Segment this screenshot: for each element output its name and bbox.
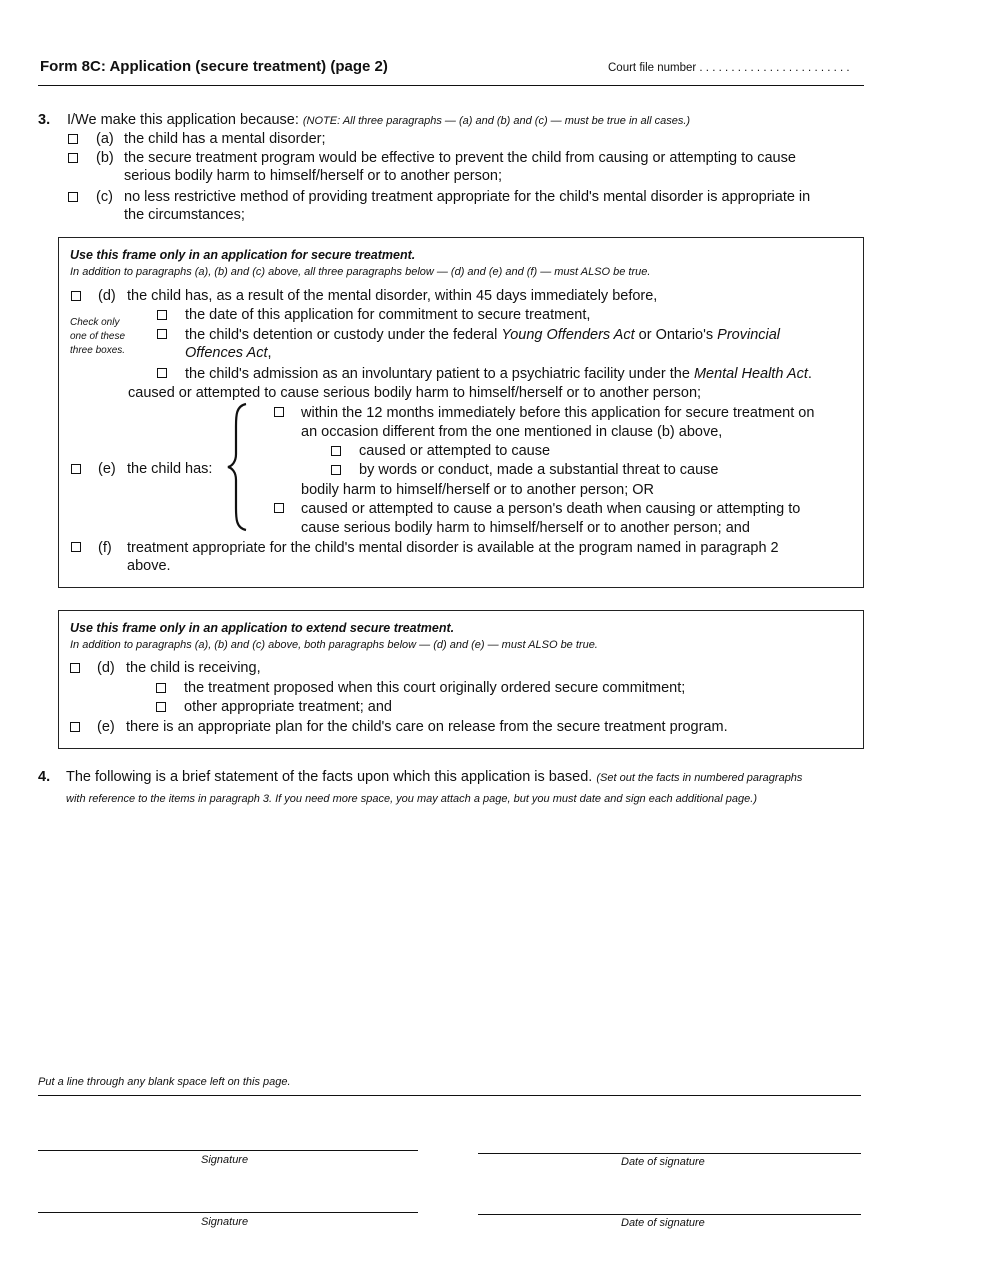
p3-a-checkbox[interactable]	[68, 134, 78, 144]
frame2-e-text: there is an appropriate plan for the child's care on release from the secure treatment program.	[126, 719, 728, 735]
frame1-subtitle: In addition to paragraphs (a), (b) and (c) above, all three paragraphs below — (d) and (e) and (f) — must ALSO be true.	[70, 266, 651, 278]
frame1-f-label: (f)	[98, 540, 112, 556]
p3-b-checkbox[interactable]	[68, 153, 78, 163]
d-opt2-end: ,	[267, 345, 272, 361]
check-only-note-1: Check only	[70, 317, 120, 328]
p3-a-text: the child has a mental disorder;	[124, 131, 326, 147]
frame1-e-sub1-text: caused or attempted to cause	[359, 443, 551, 459]
signature-label-2: Signature	[201, 1216, 249, 1228]
p3-b-text-1: the secure treatment program would be effective to prevent the child from causing or attempting to cause	[124, 150, 796, 166]
p4-note-1: (Set out the facts in numbered paragraphs	[596, 772, 803, 784]
date-label-2: Date of signature	[621, 1217, 705, 1229]
frame1-d-opt2-text-2	[185, 344, 272, 362]
p3-c-label: (c)	[96, 189, 113, 205]
frame2-e-checkbox[interactable]	[70, 722, 80, 732]
frame1-d-opt3-text	[185, 365, 812, 383]
d-opt2-act2b: Offences Act	[185, 345, 268, 361]
blank-space-note: Put a line through any blank space left on this page.	[38, 1076, 291, 1088]
d-opt2-mid: or Ontario's	[634, 327, 718, 343]
check-only-note-3: three boxes.	[70, 345, 126, 356]
frame1-d-opt1-text: the date of this application for commitment to secure treatment,	[185, 307, 591, 323]
frame2-title: Use this frame only in an application to extend secure treatment.	[70, 621, 455, 635]
p3-c-checkbox[interactable]	[68, 192, 78, 202]
date-line-1[interactable]	[478, 1153, 861, 1154]
frame2-d-checkbox[interactable]	[70, 663, 80, 673]
frame1-d-label: (d)	[98, 288, 116, 304]
frame1-d-tail: caused or attempted to cause serious bodily harm to himself/herself or to another person;	[128, 385, 702, 401]
p3-number: 3.	[38, 112, 51, 128]
frame1-e-opt1-text-1: within the 12 months immediately before this application for secure treatment on	[301, 405, 815, 421]
frame1-e-opt1-text-2: an occasion different from the one mentioned in clause (b) above,	[301, 424, 723, 440]
frame1-d-text: the child has, as a result of the mental disorder, within 45 days immediately before,	[127, 288, 658, 304]
date-label-1: Date of signature	[621, 1156, 705, 1168]
p3-c-text-1: no less restrictive method of providing treatment appropriate for the child's mental disorder is appropriate in	[124, 189, 811, 205]
p3-intro	[67, 111, 690, 129]
p3-note: (NOTE: All three paragraphs — (a) and (b) and (c) — must be true in all cases.)	[302, 115, 691, 127]
d-opt2-pre: the child's detention or custody under the federal	[185, 327, 502, 343]
frame2-d-opt1-text: the treatment proposed when this court originally ordered secure commitment;	[184, 680, 686, 696]
frame1-title: Use this frame only in an application for secure treatment.	[70, 248, 416, 262]
signature-line-1[interactable]	[38, 1150, 418, 1151]
frame2-d-label: (d)	[97, 660, 115, 676]
d-opt2-act2: Provincial	[717, 327, 781, 343]
frame1-e-opt2-checkbox[interactable]	[274, 503, 284, 513]
p3-a-label: (a)	[96, 131, 114, 147]
frame1-e-opt1-checkbox[interactable]	[274, 407, 284, 417]
frame2-d-opt1-checkbox[interactable]	[156, 683, 166, 693]
frame2-e-label: (e)	[97, 719, 115, 735]
p3-b-label: (b)	[96, 150, 114, 166]
frame1-e-text: the child has:	[127, 461, 213, 477]
frame2-subtitle: In addition to paragraphs (a), (b) and (c) above, both paragraphs below — (d) and (e) — must ALSO be true.	[70, 639, 598, 651]
frame2-d-text: the child is receiving,	[126, 660, 261, 676]
frame1-e-checkbox[interactable]	[71, 464, 81, 474]
frame1-d-opt1-checkbox[interactable]	[157, 310, 167, 320]
blank-space-rule	[38, 1095, 861, 1096]
p4-number: 4.	[38, 769, 51, 785]
p4-note-2: with reference to the items in paragraph 3. If you need more space, you may attach a page, but you must date and sign each additional page.)	[66, 793, 757, 805]
signature-label-1: Signature	[201, 1154, 249, 1166]
frame1-e-label: (e)	[98, 461, 116, 477]
frame1-d-checkbox[interactable]	[71, 291, 81, 301]
curly-brace	[224, 402, 254, 532]
frame1-e-sub2-text: by words or conduct, made a substantial threat to cause	[359, 462, 719, 478]
p4-statement	[66, 768, 802, 786]
p3-intro-text: I/We make this application because:	[67, 112, 299, 128]
p4-text: The following is a brief statement of the facts upon which this application is based.	[66, 769, 593, 785]
frame2-d-opt2-text: other appropriate treatment; and	[184, 699, 392, 715]
header-rule	[38, 85, 864, 86]
frame1-f-text-2: above.	[127, 558, 171, 574]
p3-b-text-2: serious bodily harm to himself/herself or to another person;	[124, 168, 502, 184]
d-opt3-pre: the child's admission as an involuntary patient to a psychiatric facility under the	[185, 366, 694, 382]
frame1-e-opt2-text-1: caused or attempted to cause a person's death when causing or attempting to	[301, 501, 801, 517]
court-file-dots: . . . . . . . . . . . . . . . . . . . . . . . .	[699, 62, 850, 74]
court-file-number-label	[608, 62, 850, 74]
frame1-f-text-1: treatment appropriate for the child's mental disorder is available at the program named in paragraph 2	[127, 540, 779, 556]
check-only-note-2: one of these	[70, 331, 126, 342]
frame1-f-checkbox[interactable]	[71, 542, 81, 552]
d-opt3-end: .	[807, 366, 812, 382]
frame1-e-opt2-text-2: cause serious bodily harm to himself/herself or to another person; and	[301, 520, 750, 536]
signature-line-2[interactable]	[38, 1212, 418, 1213]
p3-c-text-2: the circumstances;	[124, 207, 245, 223]
d-opt3-act: Mental Health Act	[693, 366, 808, 382]
form-title: Form 8C: Application (secure treatment) (page 2)	[40, 58, 388, 75]
frame2-d-opt2-checkbox[interactable]	[156, 702, 166, 712]
frame1-d-opt2-text	[185, 326, 780, 344]
frame1-e-sub2-checkbox[interactable]	[331, 465, 341, 475]
frame1-e-opt1-text-3: bodily harm to himself/herself or to another person; OR	[301, 482, 654, 498]
date-line-2[interactable]	[478, 1214, 861, 1215]
d-opt2-act1: Young Offenders Act	[501, 327, 635, 343]
frame1-d-opt3-checkbox[interactable]	[157, 368, 167, 378]
frame1-d-opt2-checkbox[interactable]	[157, 329, 167, 339]
court-file-label-text: Court file number	[608, 62, 697, 74]
frame1-e-sub1-checkbox[interactable]	[331, 446, 341, 456]
